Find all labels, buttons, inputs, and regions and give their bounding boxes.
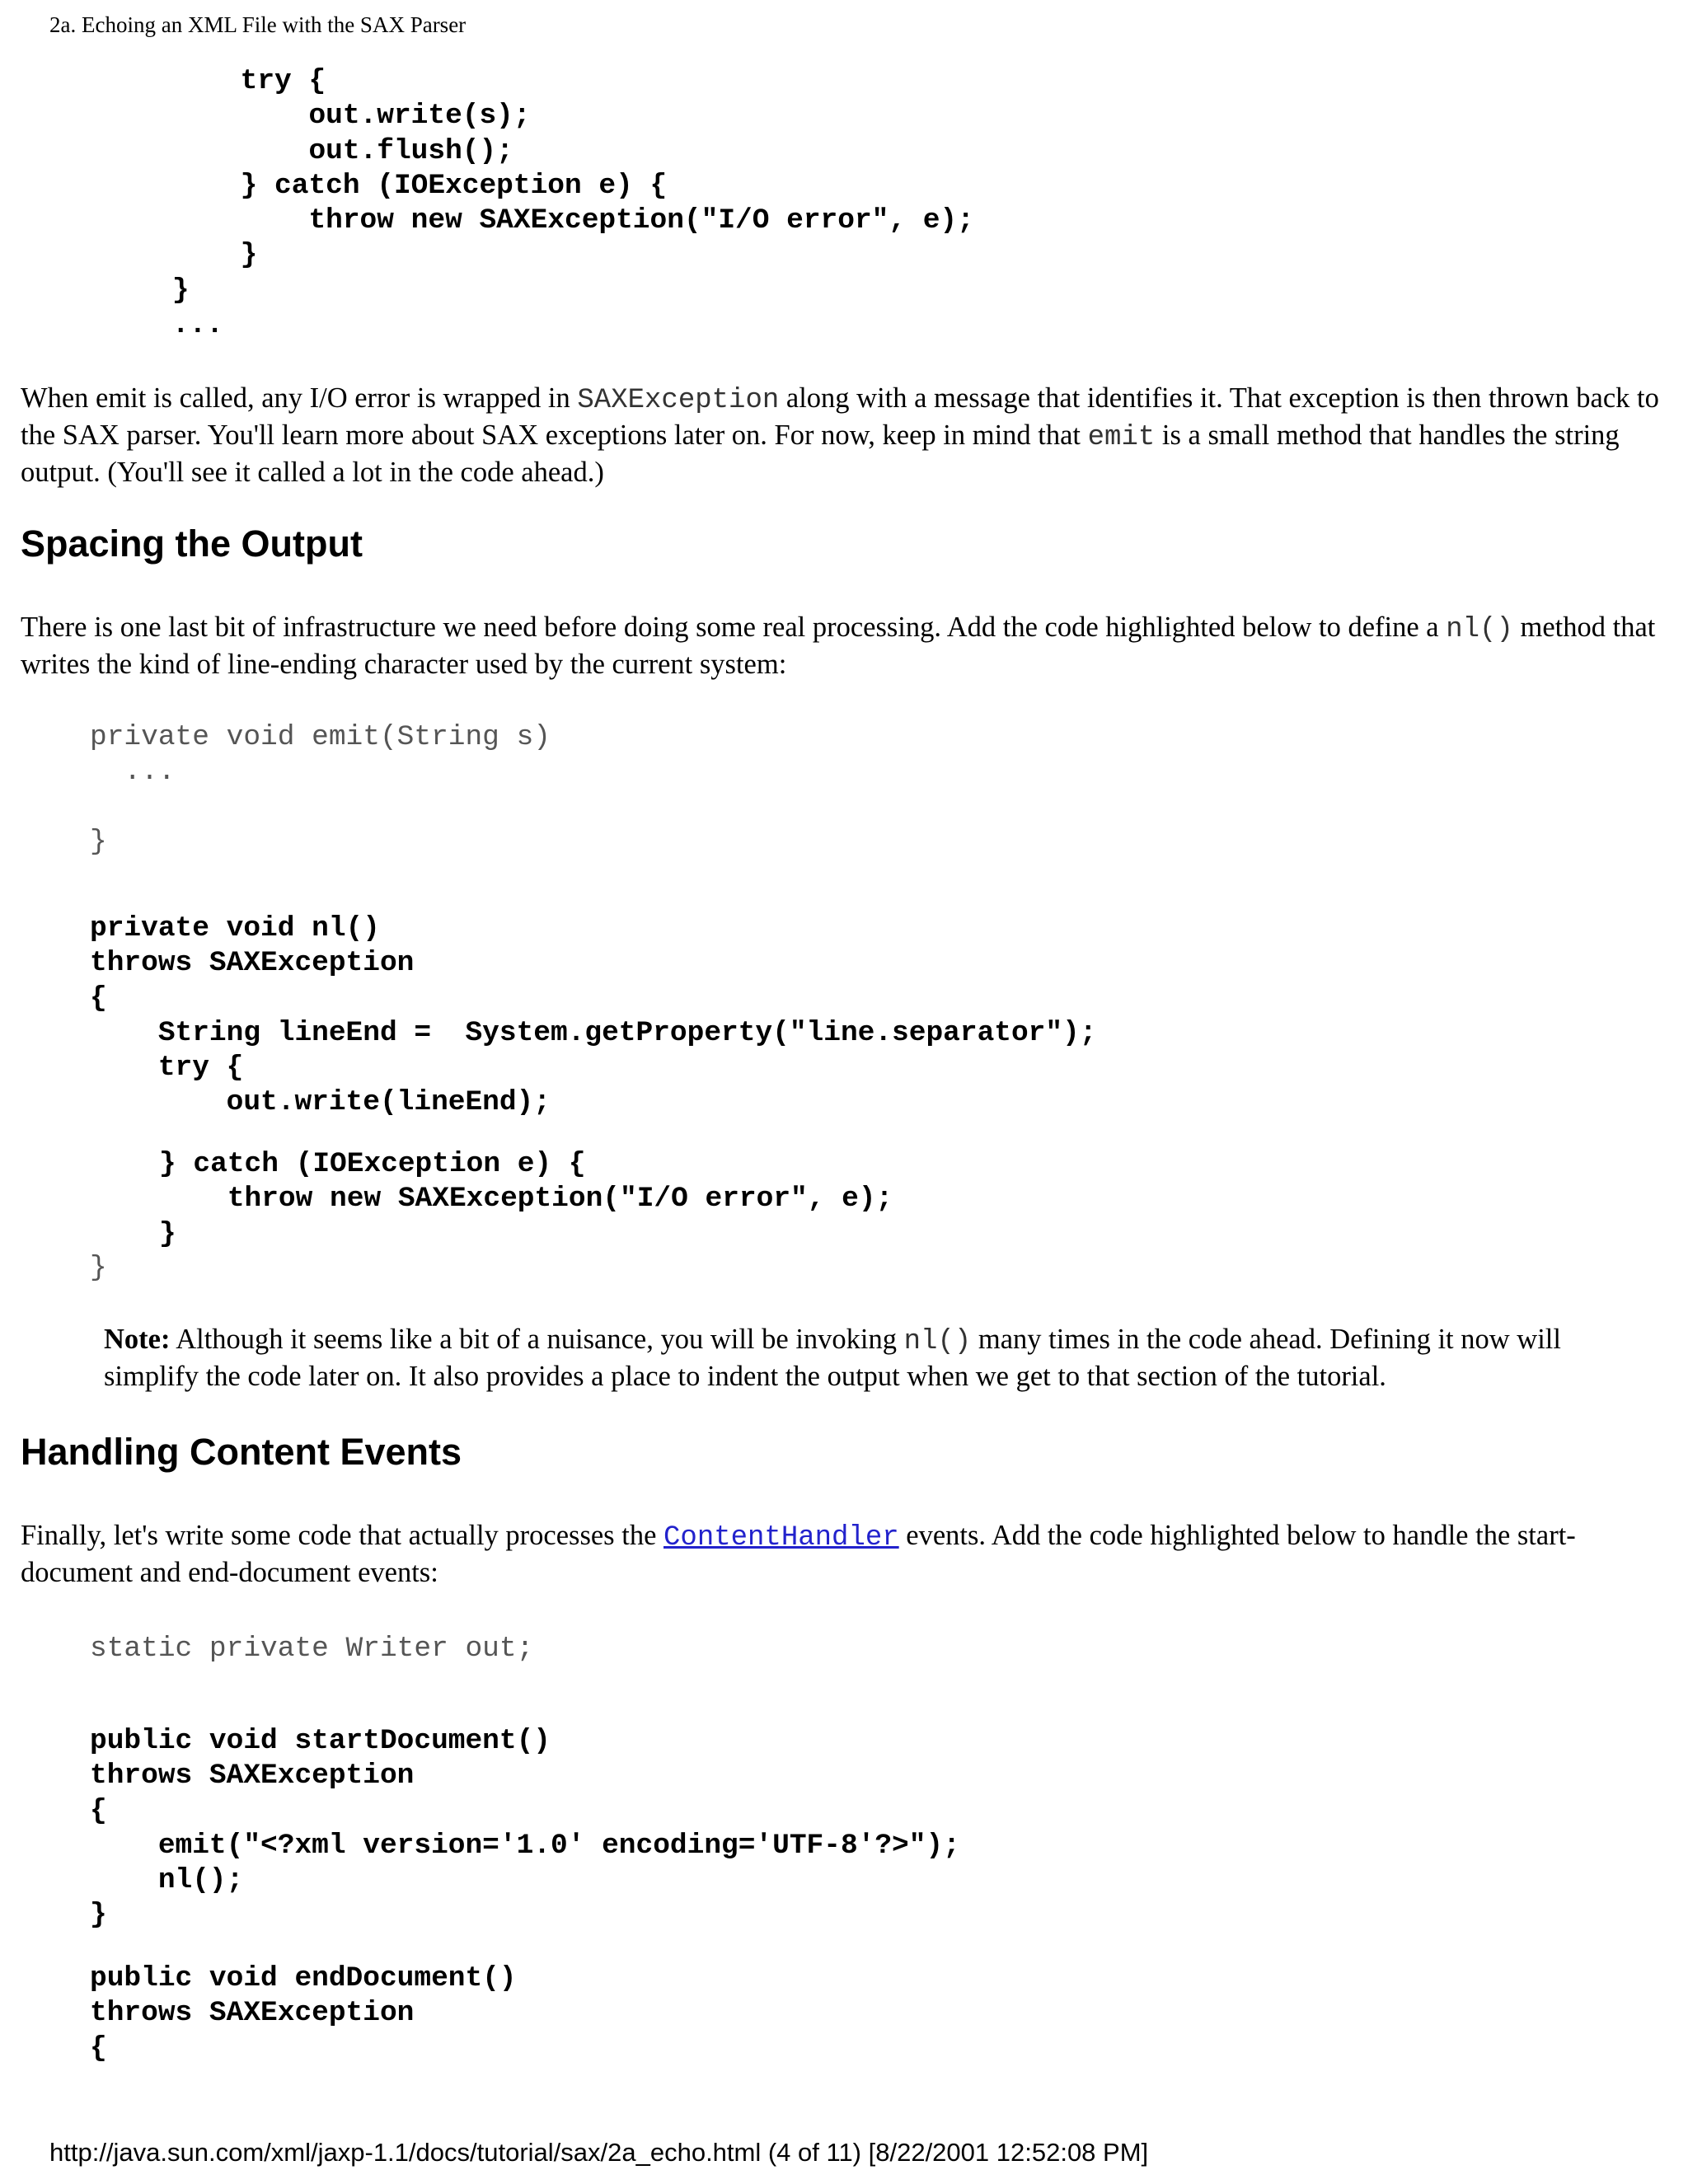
code-block-start-document: public void startDocument() throws SAXException { emit("<?xml version='1.0' encoding='UTF-8'?>"); nl(); }: [90, 1725, 960, 1932]
note-nl-usage: [104, 1322, 1637, 1394]
inline-code-nl: nl(): [1446, 614, 1513, 645]
text: method that writes the kind of line-ending character used by the current system:: [21, 612, 1656, 680]
text: is a small method that handles the string output. (You'll see it called a lot in the code ahead.): [21, 419, 1620, 488]
text: Although it seems like a bit of a nuisance, you will be invoking: [170, 1324, 904, 1355]
section-heading-spacing-output: Spacing the Output: [21, 523, 363, 565]
section-heading-handling-content-events: Handling Content Events: [21, 1431, 462, 1473]
paragraph-content-intro: [21, 1518, 1661, 1590]
text: events. Add the code highlighted below to handle the start-document and end-document events:: [21, 1520, 1576, 1588]
paragraph-spacing-intro: [21, 610, 1661, 682]
note-label: Note:: [104, 1324, 171, 1355]
code-block-emit-stub: private void emit(String s) ... }: [90, 721, 551, 858]
link-contenthandler[interactable]: ContentHandler: [663, 1522, 899, 1554]
text: many times in the code ahead. Defining it now will simplify the code later on. It also provides a place to indent the output when we get to that section of the tutorial.: [104, 1324, 1561, 1392]
code-block-emit-tail: try { out.write(s); out.flush(); } catch (IOException e) { throw new SAXException("I/O error", e); } } ...: [171, 65, 974, 342]
text: Finally, let's write some code that actually processes the: [21, 1520, 664, 1551]
text: along with a message that identifies it. That exception is then thrown back to the SAX parser. You'll learn more about SAX exceptions later on. For now, keep in mind that: [21, 382, 1659, 451]
inline-code-saxexception: SAXException: [577, 385, 780, 416]
code-block-nl-method: private void nl() throws SAXException { String lineEnd = System.getProperty("line.separator"); try { out.write(lineEnd);: [90, 912, 1097, 1119]
page-header-title: 2a. Echoing an XML File with the SAX Parser: [49, 12, 467, 37]
code-block-nl-catch: } catch (IOException e) { throw new SAXException("I/O error", e); }: [159, 1148, 893, 1250]
inline-code-nl: nl(): [903, 1326, 972, 1357]
code-block-static-writer: static private Writer out;: [90, 1633, 534, 1665]
text: There is one last bit of infrastructure we need before doing some real processing. Add the code highlighted below to define a: [21, 612, 1447, 643]
paragraph-emit-explanation: [21, 381, 1661, 490]
page-footer-url: http://java.sun.com/xml/jaxp-1.1/docs/tutorial/sax/2a_echo.html (4 of 11) [8/22/2001 12:52:08 PM]: [49, 2138, 1149, 2167]
text: When emit is called, any I/O error is wrapped in: [21, 382, 578, 414]
code-block-end-document: public void endDocument() throws SAXException {: [90, 1962, 517, 2064]
inline-code-emit: emit: [1087, 422, 1156, 453]
code-block-nl-close: }: [90, 1252, 107, 1284]
